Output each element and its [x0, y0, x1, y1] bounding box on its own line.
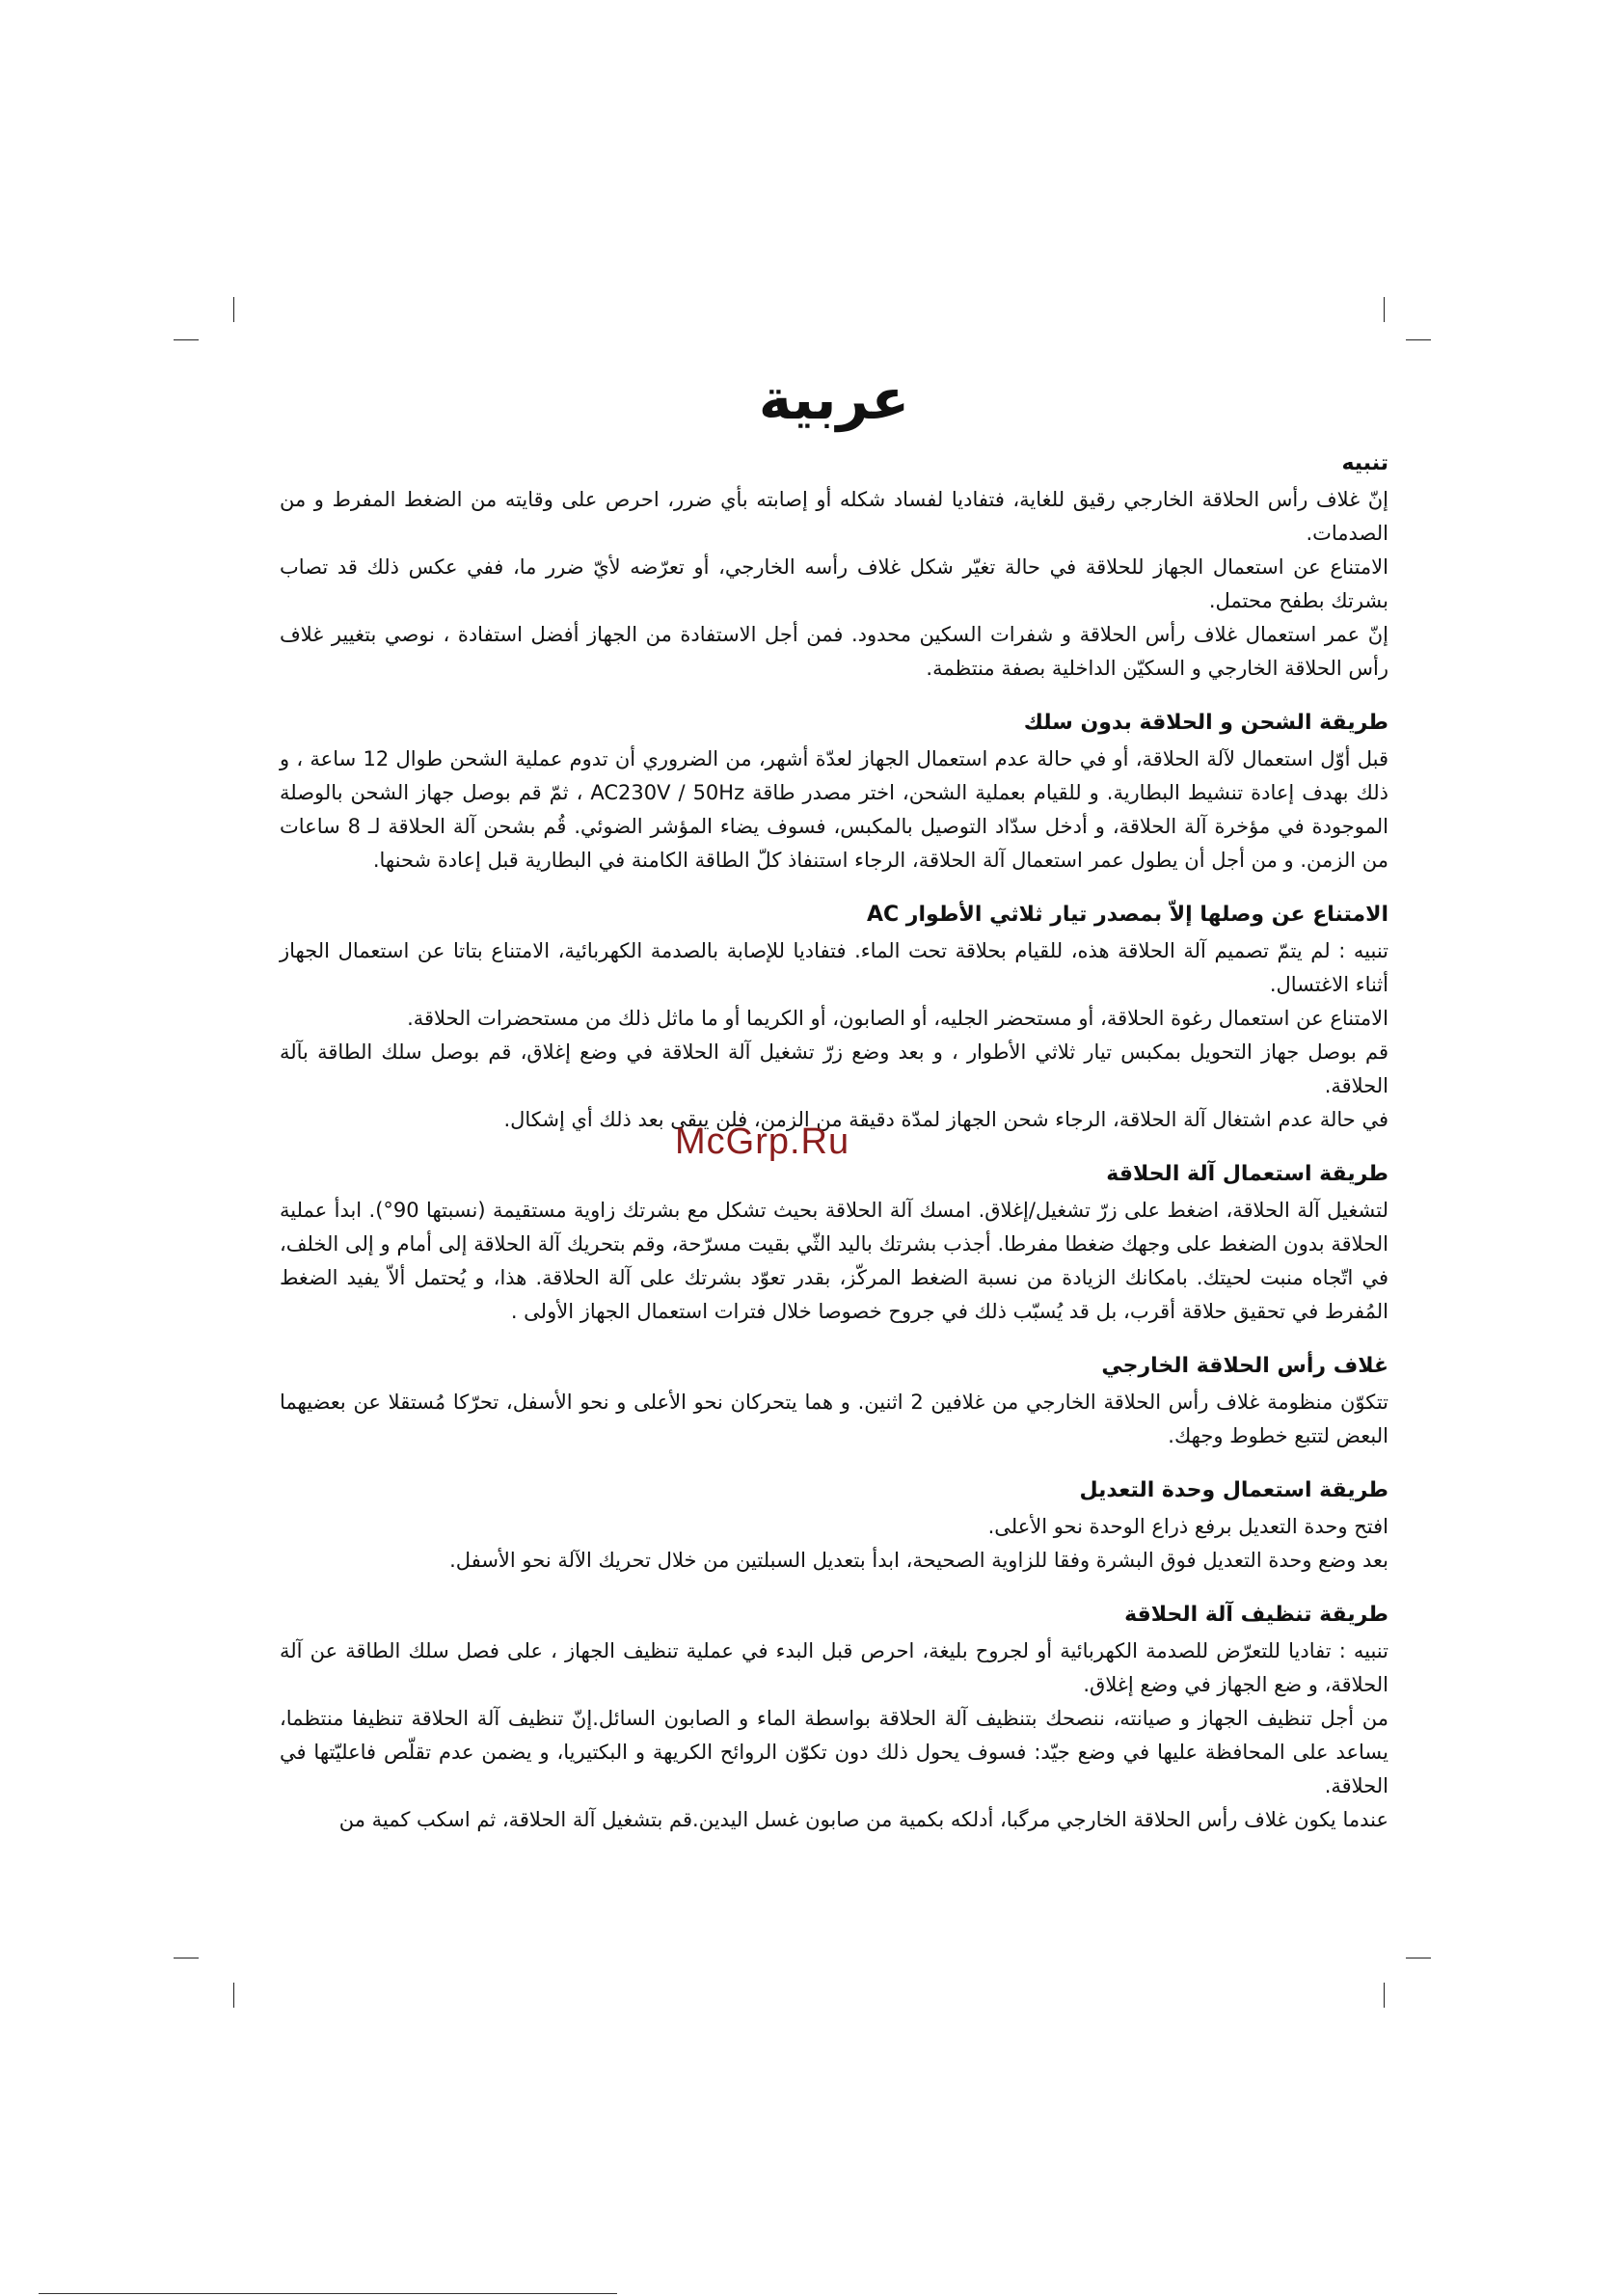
section-heading: تنبيه: [1341, 451, 1388, 475]
section-heading: طريقة الشحن و الحلاقة بدون سلك: [1023, 711, 1388, 735]
section-paragraph: الامتناع عن استعمال الجهاز للحلاقة في حالة تغيّر شكل غلاف رأسه الخارجي، أو تعرّضه لأيّ ضرر ما، ففي عكس ذلك قد تصاب بشرتك بطفح محتمل.: [280, 555, 1388, 612]
document-body: [280, 366, 1388, 1854]
section-paragraph: عندما يكون غلاف رأس الحلاقة الخارجي مرگبا، أدلكه بكمية من صابون غسل اليدين.قم بتشغيل آلة الحلاقة، ثم اسكب كمية من: [338, 1808, 1388, 1831]
section-paragraph: تنبيه : لم يتمّ تصميم آلة الحلاقة هذه، للقيام بحلاقة تحت الماء. فتفاديا للإصابة بالصدمة الكهربائية، الامتناع بتاتا عن استعمال الجهاز أثناء الاغتسال.: [280, 939, 1388, 996]
crop-mark-bottom-left-vertical: [233, 1983, 234, 2008]
section: [280, 1162, 1388, 1329]
section-heading: طريقة تنظيف آلة الحلاقة: [1124, 1603, 1388, 1627]
section: [280, 1478, 1388, 1578]
section-heading: الامتناع عن وصلها إلاّ بمصدر تيار ثلاثي الأطوار AC: [866, 903, 1388, 927]
watermark-text[interactable]: McGrp.Ru: [675, 1121, 850, 1162]
section: [280, 1603, 1388, 1837]
crop-mark-bottom-right-vertical: [1384, 1983, 1385, 2008]
section: [280, 1354, 1388, 1453]
section-paragraph: إنّ عمر استعمال غلاف رأس الحلاقة و شفرات السكين محدود. فمن أجل الاستفادة من الجهاز أفضل استفادة ، نوصي بتغيير غلاف رأس الحلاقة الخارجي و السكيّن الداخلية بصفة منتظمة.: [280, 623, 1388, 680]
footer-divider: [39, 2293, 617, 2294]
page-title: عربية: [758, 366, 910, 432]
section-heading: غلاف رأس الحلاقة الخارجي: [1101, 1354, 1388, 1378]
crop-mark-top-right-vertical: [1384, 297, 1385, 322]
section-paragraph: من أجل تنظيف الجهاز و صيانته، ننصحك بتنظيف آلة الحلاقة بواسطة الماء و الصابون السائل.إنّ تنظيف آلة الحلاقة تنظيفا منتظما، يساعد على المحافظة عليها في وضع جيّد: فسوف يحول ذلك دون تكوّن الروائح الكريهة و البكتيريا، و يضمن عدم تقلّص فاعليّتها في الحلاقة.: [280, 1707, 1388, 1797]
crop-mark-top-right-horizontal: [1406, 339, 1431, 340]
section-paragraph: قم بوصل جهاز التحويل بمكبس تيار ثلاثي الأطوار ، و بعد وضع زرّ تشغيل آلة الحلاقة في وضع إغلاق، قم بوصل سلك الطاقة بآلة الحلاقة.: [280, 1040, 1388, 1097]
section-paragraph: تنبيه : تفاديا للتعرّض للصدمة الكهربائية أو لجروح بليغة، احرص قبل البدء في عملية تنظيف الجهاز ، على فصل سلك الطاقة عن آلة الحلاقة، و ضع الجهاز في وضع إغلاق.: [280, 1639, 1388, 1696]
section-paragraph: الامتناع عن استعمال رغوة الحلاقة، أو مستحضر الجليه، أو الصابون، أو الكريما أو ما ماثل ذلك من مستحضرات الحلاقة.: [407, 1007, 1388, 1030]
section-paragraph: افتح وحدة التعديل برفع ذراع الوحدة نحو الأعلى.: [987, 1515, 1388, 1538]
section-paragraph: تتكوّن منظومة غلاف رأس الحلاقة الخارجي من غلافين 2 اثنين. و هما يتحركان نحو الأعلى و نحو الأسفل، تحرّكا مُستقلا عن بعضيهما البعض لتتبع خطوط وجهك.: [280, 1391, 1388, 1447]
crop-mark-top-left-vertical: [233, 297, 234, 322]
section-paragraph: بعد وضع وحدة التعديل فوق البشرة وفقا للزاوية الصحيحة، ابدأ بتعديل السبلتين من خلال تحريك الآلة نحو الأسفل.: [449, 1549, 1388, 1572]
section: [280, 451, 1388, 686]
section-paragraph: لتشغيل آلة الحلاقة، اضغط على زرّ تشغيل/إغلاق. امسك آلة الحلاقة بحيث تشكل مع بشرتك زاوية مستقيمة (نسبتها 90°). ابدأ عملية الحلاقة بدون الضغط على وجهك ضغطا مفرطا. أجذب بشرتك باليد الثّي بقيت مسرّحة، وقم بتحريك آلة الحلاقة إلى أمام و إلى الخلف، في اتّجاه منبت لحيتك. بامكانك الزيادة من نسبة الضغط المركّز، بقدر تعوّد بشرتك على آلة الحلاقة. هذا، و يُحتمل ألاّ يفيد الضغط المُفرط في تحقيق حلاقة أقرب، بل قد يُسبّب ذلك في جروح خصوصا خلال فترات استعمال الجهاز الأولى .: [280, 1199, 1388, 1323]
section-paragraph: إنّ غلاف رأس الحلاقة الخارجي رقيق للغاية، فتفاديا لفساد شكله أو إصابته بأي ضرر، احرص على وقايته من الضغط المفرط و من الصدمات.: [280, 488, 1388, 545]
crop-mark-top-left-horizontal: [174, 339, 199, 340]
section: [280, 903, 1388, 1137]
section-heading: طريقة استعمال وحدة التعديل: [1079, 1478, 1388, 1502]
section-paragraph: في حالة عدم اشتغال آلة الحلاقة، الرجاء شحن الجهاز لمدّة دقيقة من الزمن، فلن يبقى بعد ذلك أي إشكال.: [503, 1108, 1388, 1131]
section: [280, 711, 1388, 878]
section-paragraph: قبل أوّل استعمال لآلة الحلاقة، أو في حالة عدم استعمال الجهاز لعدّة أشهر، من الضروري أن تدوم عملية الشحن طوال 12 ساعة ، و ذلك بهدف إعادة تنشيط البطارية. و للقيام بعملية الشحن، اختر مصدر طاقة AC230V / 50Hz ، ثمّ قم بوصل جهاز الشحن بالوصلة الموجودة في مؤخرة آلة الحلاقة، و أدخل سدّاد التوصيل بالمكبس، فسوف يضاء المؤشر الضوئي. قُم بشحن آلة الحلاقة لـ 8 ساعات من الزمن. و من أجل أن يطول عمر استعمال آلة الحلاقة، الرجاء استنفاذ كلّ الطاقة الكامنة في البطارية قبل إعادة شحنها.: [280, 747, 1389, 872]
section-heading: طريقة استعمال آلة الحلاقة: [1106, 1162, 1388, 1186]
